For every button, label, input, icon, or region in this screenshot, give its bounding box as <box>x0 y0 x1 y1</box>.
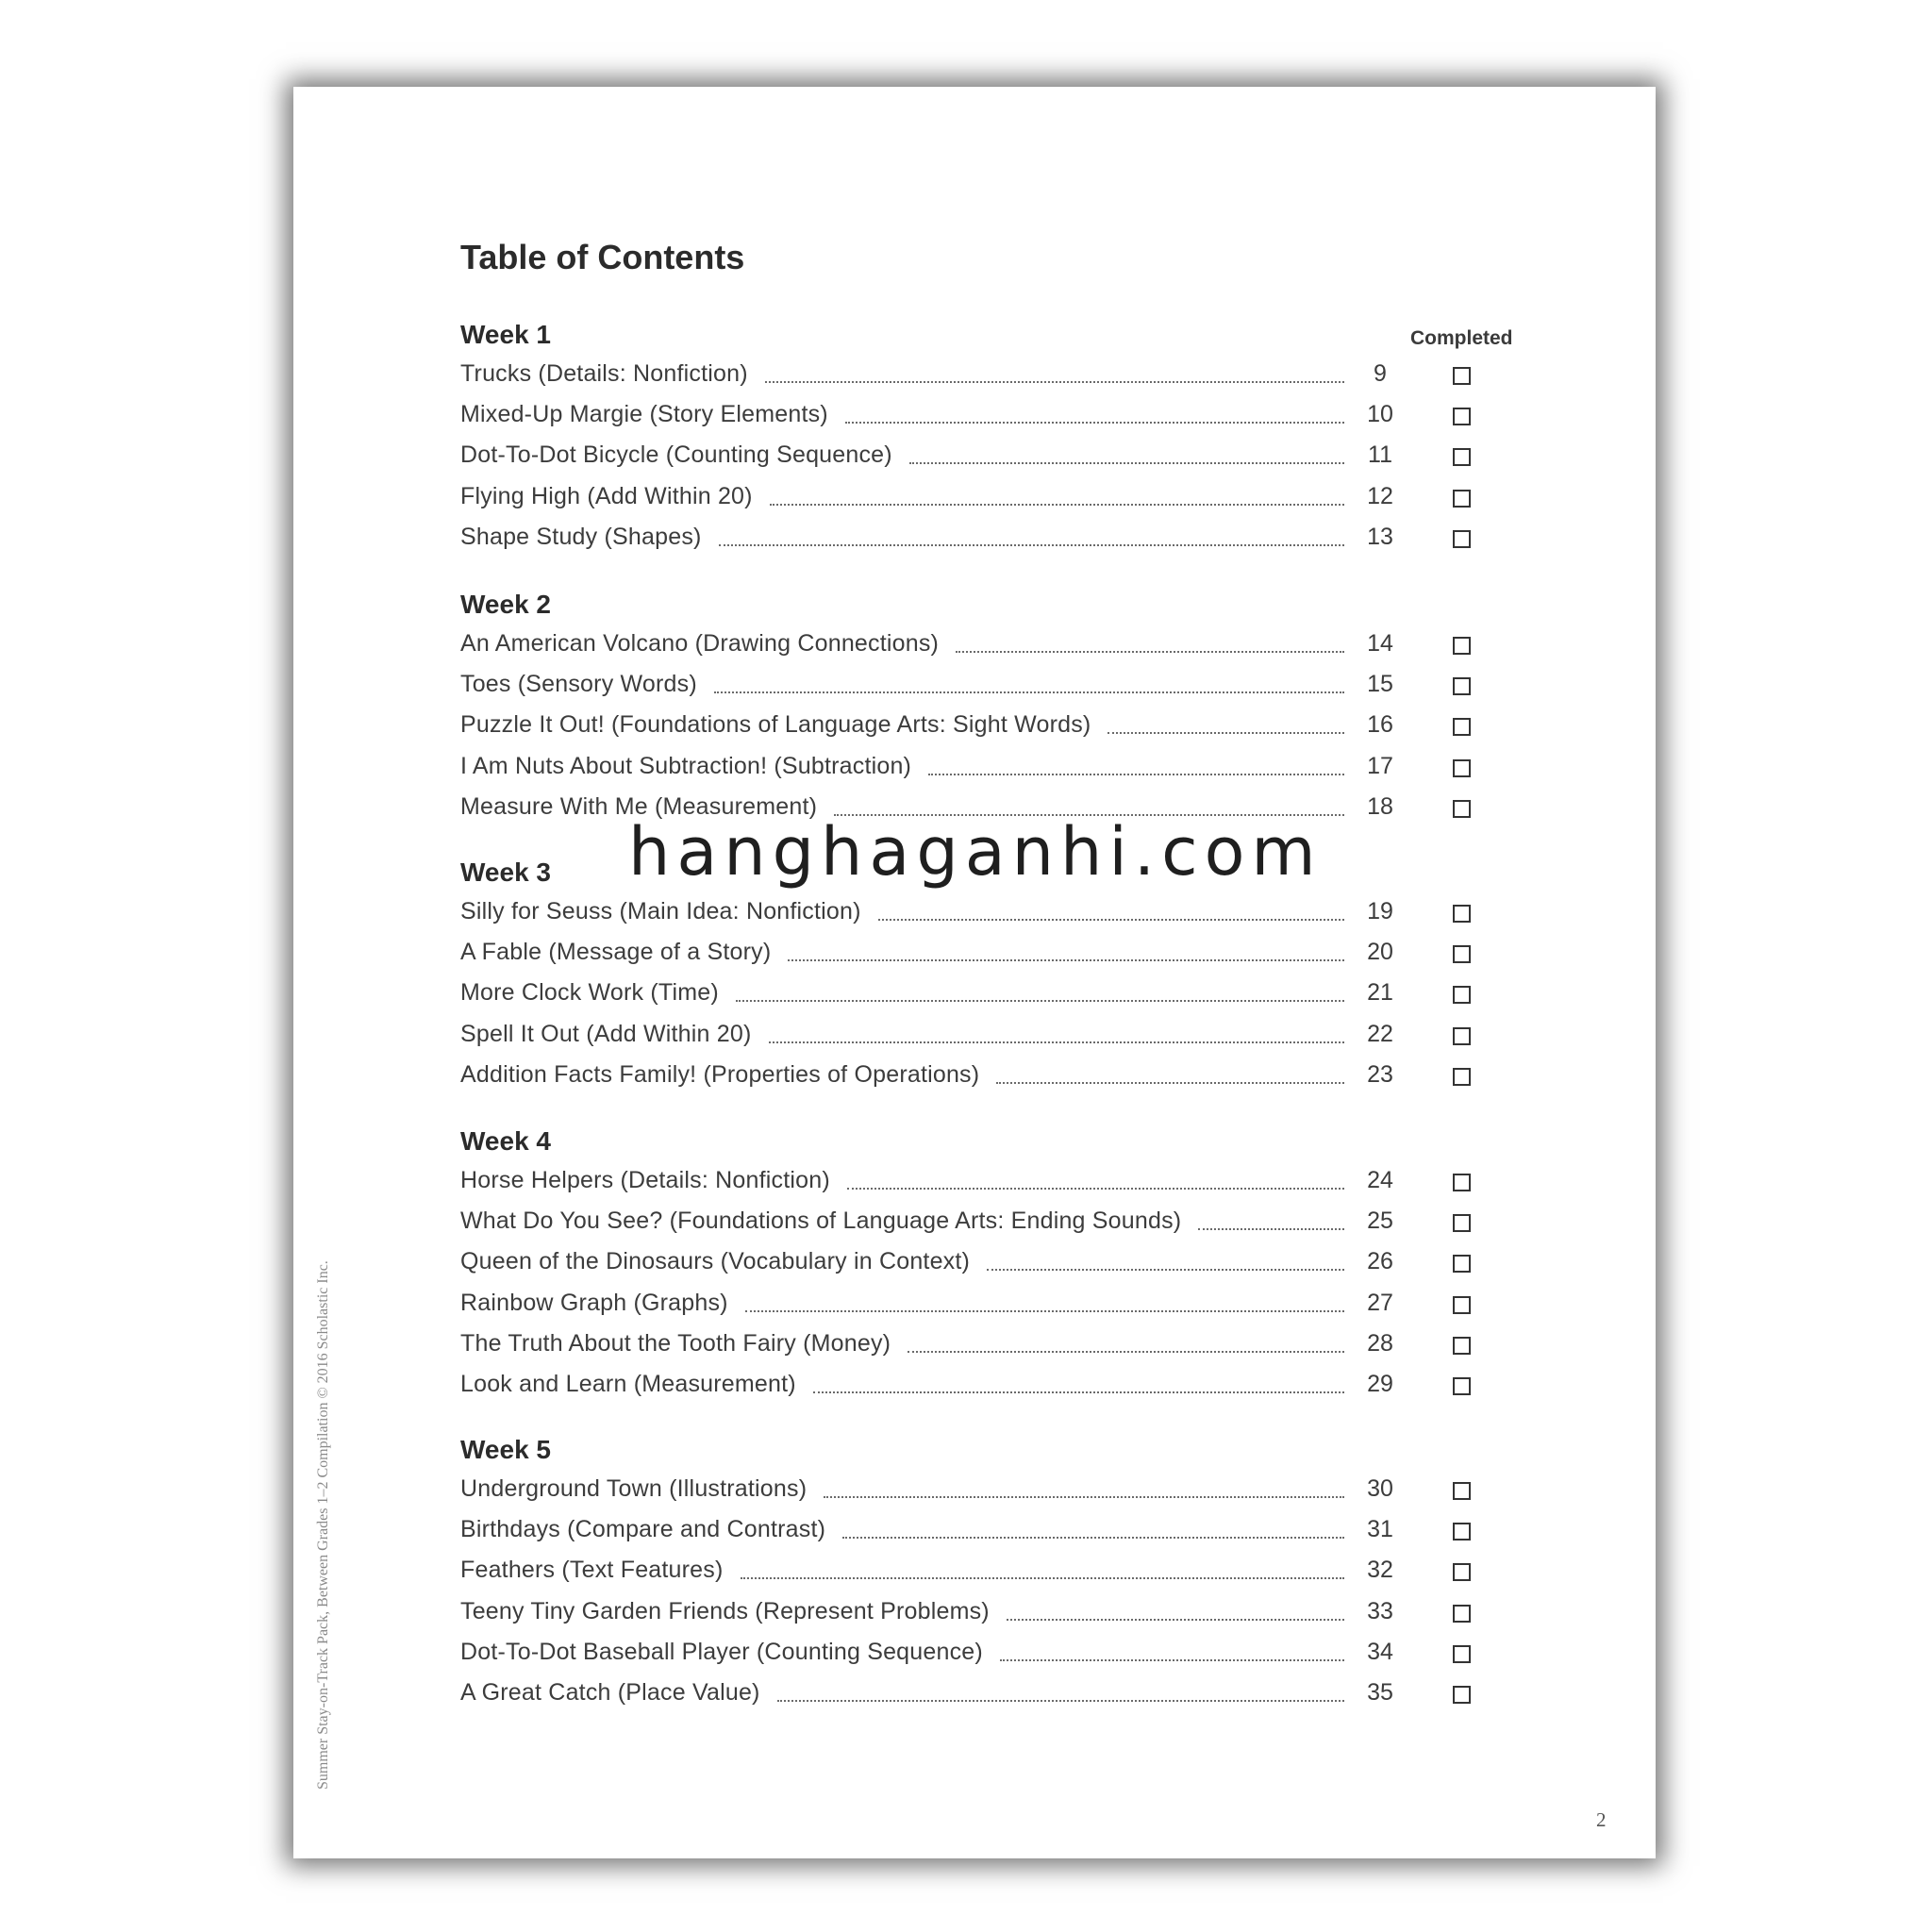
entry-page-number: 34 <box>1367 1638 1393 1665</box>
entry-page-number: 14 <box>1367 630 1393 657</box>
dot-leader <box>719 544 1344 546</box>
completed-checkbox[interactable] <box>1453 986 1471 1004</box>
document-page <box>293 87 1656 1858</box>
toc-entry <box>460 979 1517 1013</box>
toc-entry <box>460 898 1517 932</box>
dot-leader <box>769 1041 1344 1043</box>
entry-title: Puzzle It Out! (Foundations of Language Arts: Sight Words) <box>460 711 1091 739</box>
toc-entry <box>460 1475 1517 1509</box>
entry-page-number: 31 <box>1367 1516 1393 1543</box>
completed-checkbox[interactable] <box>1453 1337 1471 1355</box>
entry-title: Measure With Me (Measurement) <box>460 792 818 820</box>
completed-checkbox[interactable] <box>1453 1482 1471 1500</box>
completed-checkbox[interactable] <box>1453 448 1471 466</box>
dot-leader <box>714 691 1344 693</box>
toc-entry <box>460 524 1517 558</box>
completed-checkbox[interactable] <box>1453 1563 1471 1581</box>
toc-entry <box>460 939 1517 973</box>
entry-page-number: 33 <box>1367 1597 1393 1624</box>
completed-column-header: Completed <box>1410 327 1513 349</box>
entry-page-number: 32 <box>1367 1557 1393 1584</box>
entry-page-number: 28 <box>1367 1329 1393 1357</box>
toc-entry <box>460 1679 1517 1713</box>
completed-checkbox[interactable] <box>1453 1068 1471 1086</box>
entry-title: More Clock Work (Time) <box>460 979 719 1007</box>
dot-leader <box>777 1700 1344 1702</box>
toc-entry <box>460 401 1517 435</box>
toc-entry <box>460 711 1517 745</box>
entry-page-number: 17 <box>1367 752 1393 779</box>
dot-leader <box>745 1310 1344 1312</box>
entry-page-number: 35 <box>1367 1679 1393 1706</box>
entry-title: The Truth About the Tooth Fairy (Money) <box>460 1329 891 1357</box>
dot-leader <box>956 651 1344 653</box>
entry-title: Rainbow Graph (Graphs) <box>460 1289 728 1316</box>
toc-entry <box>460 1167 1517 1201</box>
dot-leader <box>1108 732 1344 734</box>
entry-title: Trucks (Details: Nonfiction) <box>460 360 748 387</box>
toc-entry <box>460 1639 1517 1673</box>
entry-page-number: 23 <box>1367 1060 1393 1088</box>
completed-checkbox[interactable] <box>1453 1686 1471 1704</box>
entry-title: Underground Town (Illustrations) <box>460 1475 808 1502</box>
completed-checkbox[interactable] <box>1453 1296 1471 1314</box>
page-number: 2 <box>1596 1808 1607 1831</box>
toc-entry <box>460 630 1517 664</box>
entry-title: Birthdays (Compare and Contrast) <box>460 1516 826 1543</box>
completed-checkbox[interactable] <box>1453 945 1471 963</box>
toc-entry <box>460 360 1517 394</box>
entry-title: A Great Catch (Place Value) <box>460 1679 760 1706</box>
dot-leader <box>928 774 1344 775</box>
completed-checkbox[interactable] <box>1453 1377 1471 1395</box>
entry-page-number: 10 <box>1367 401 1393 428</box>
dot-leader <box>741 1577 1344 1579</box>
dot-leader <box>770 504 1344 506</box>
completed-checkbox[interactable] <box>1453 490 1471 508</box>
week-heading: Week 2 <box>460 590 551 619</box>
entry-title: Queen of the Dinosaurs (Vocabulary in Context) <box>460 1248 971 1275</box>
dot-leader <box>765 381 1344 383</box>
entry-title: Addition Facts Family! (Properties of Operations) <box>460 1060 980 1088</box>
completed-checkbox[interactable] <box>1453 1523 1471 1541</box>
completed-checkbox[interactable] <box>1453 408 1471 425</box>
toc-entry <box>460 671 1517 705</box>
entry-page-number: 24 <box>1367 1167 1393 1193</box>
entry-title: An American Volcano (Drawing Connections) <box>460 630 940 657</box>
completed-checkbox[interactable] <box>1453 367 1471 385</box>
page-title: Table of Contents <box>460 238 745 276</box>
watermark-text: hanghaganhi.com <box>628 813 1323 891</box>
completed-checkbox[interactable] <box>1453 1605 1471 1623</box>
entry-page-number: 16 <box>1367 711 1393 739</box>
dot-leader <box>996 1082 1344 1084</box>
dot-leader <box>736 1000 1344 1002</box>
week-heading: Week 1 <box>460 320 551 349</box>
toc-entry <box>460 1330 1517 1364</box>
entry-title: Silly for Seuss (Main Idea: Nonfiction) <box>460 898 861 924</box>
entry-page-number: 15 <box>1367 671 1393 698</box>
completed-checkbox[interactable] <box>1453 530 1471 548</box>
completed-checkbox[interactable] <box>1453 637 1471 655</box>
entry-title: Dot-To-Dot Baseball Player (Counting Sequence) <box>460 1638 983 1665</box>
entry-page-number: 30 <box>1367 1475 1393 1502</box>
dot-leader <box>909 462 1344 464</box>
entry-title: Horse Helpers (Details: Nonfiction) <box>460 1167 830 1193</box>
entry-title: A Fable (Message of a Story) <box>460 939 772 966</box>
entry-title: Shape Study (Shapes) <box>460 523 702 550</box>
completed-checkbox[interactable] <box>1453 1027 1471 1045</box>
entry-page-number: 9 <box>1374 360 1387 387</box>
toc-entry <box>460 1516 1517 1550</box>
dot-leader <box>1198 1228 1344 1230</box>
entry-title: Toes (Sensory Words) <box>460 671 697 698</box>
entry-page-number: 21 <box>1367 979 1393 1007</box>
dot-leader <box>1007 1619 1344 1621</box>
entry-page-number: 22 <box>1367 1020 1393 1047</box>
entry-title: Flying High (Add Within 20) <box>460 482 753 509</box>
toc-entry <box>460 1208 1517 1241</box>
entry-page-number: 20 <box>1367 939 1393 966</box>
completed-checkbox[interactable] <box>1453 1214 1471 1232</box>
dot-leader <box>813 1391 1344 1393</box>
completed-checkbox[interactable] <box>1453 1174 1471 1191</box>
dot-leader <box>878 919 1344 921</box>
toc-entry <box>460 1290 1517 1324</box>
dot-leader <box>788 959 1344 961</box>
week-heading: Week 5 <box>460 1435 551 1464</box>
week-heading: Week 4 <box>460 1126 551 1156</box>
entry-title: Spell It Out (Add Within 20) <box>460 1020 752 1047</box>
entry-title: Look and Learn (Measurement) <box>460 1371 796 1397</box>
entry-page-number: 26 <box>1367 1248 1393 1275</box>
entry-page-number: 13 <box>1367 523 1393 550</box>
entry-page-number: 27 <box>1367 1289 1393 1316</box>
toc-entry <box>460 1021 1517 1055</box>
completed-checkbox[interactable] <box>1453 905 1471 923</box>
entry-page-number: 11 <box>1368 441 1392 469</box>
dot-leader <box>847 1188 1344 1190</box>
dot-leader <box>845 422 1344 424</box>
entry-title: Teeny Tiny Garden Friends (Represent Problems) <box>460 1597 990 1624</box>
dot-leader <box>824 1496 1344 1498</box>
dot-leader <box>908 1351 1344 1353</box>
dot-leader <box>842 1537 1344 1539</box>
entry-title: What Do You See? (Foundations of Language Arts: Ending Sounds) <box>460 1208 1182 1235</box>
dot-leader <box>1000 1659 1344 1661</box>
completed-checkbox[interactable] <box>1453 1645 1471 1663</box>
toc-entry <box>460 1061 1517 1095</box>
entry-page-number: 18 <box>1367 792 1393 820</box>
completed-checkbox[interactable] <box>1453 677 1471 695</box>
toc-entry <box>460 1371 1517 1405</box>
completed-checkbox[interactable] <box>1453 800 1471 818</box>
week-heading: Week 3 <box>460 858 551 887</box>
entry-page-number: 12 <box>1367 482 1393 509</box>
toc-entry <box>460 1557 1517 1591</box>
entry-title: Feathers (Text Features) <box>460 1557 724 1584</box>
completed-checkbox[interactable] <box>1453 718 1471 736</box>
completed-checkbox[interactable] <box>1453 759 1471 777</box>
entry-page-number: 19 <box>1367 898 1393 924</box>
toc-entry <box>460 483 1517 517</box>
toc-entry <box>460 753 1517 787</box>
dot-leader <box>987 1269 1344 1271</box>
completed-checkbox[interactable] <box>1453 1255 1471 1273</box>
entry-page-number: 29 <box>1367 1371 1393 1397</box>
toc-entry <box>460 441 1517 475</box>
entry-title: Dot-To-Dot Bicycle (Counting Sequence) <box>460 441 892 469</box>
entry-title: I Am Nuts About Subtraction! (Subtraction) <box>460 752 912 779</box>
entry-title: Mixed-Up Margie (Story Elements) <box>460 401 828 428</box>
toc-entry <box>460 1598 1517 1632</box>
copyright-credit: Summer Stay-on-Track Pack, Between Grades 1–2 Compilation © 2016 Scholastic Inc. <box>315 1260 331 1790</box>
entry-page-number: 25 <box>1367 1208 1393 1235</box>
toc-entry <box>460 1248 1517 1282</box>
